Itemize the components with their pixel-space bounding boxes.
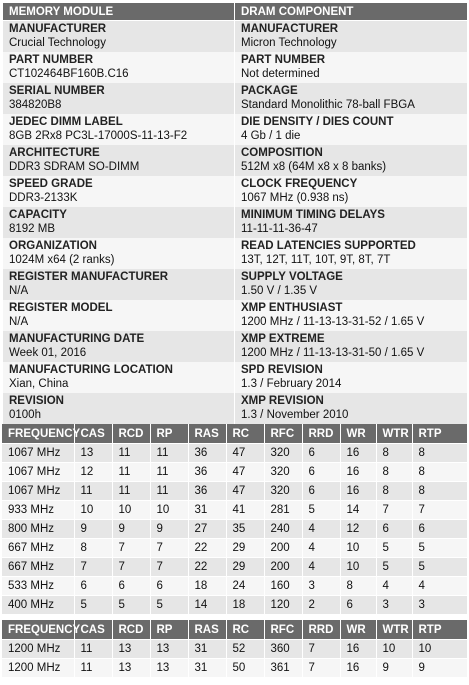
timing-cell-cas: 10	[74, 501, 112, 520]
right-field-value: 1.3 / November 2010	[241, 409, 349, 421]
info-row	[3, 269, 468, 300]
timing-cell-rc: 29	[226, 558, 264, 577]
timing-cell-cas: 11	[74, 659, 112, 678]
timing-cell-rcd: 13	[112, 659, 150, 678]
left-field-value: CT102464BF160B.C16	[9, 68, 129, 80]
timing-cell-rfc: 360	[264, 640, 302, 659]
timing-cell-ras: 36	[188, 482, 226, 501]
timing-cell-wr: 6	[340, 596, 376, 615]
info-row	[3, 21, 468, 53]
left-field-value: 8192 MB	[9, 223, 56, 235]
timing-cell-wtr: 8	[376, 463, 412, 482]
timing-cell-ras: 31	[188, 501, 226, 520]
left-info-cell	[3, 21, 235, 53]
timing-cell-rtp: 7	[412, 501, 467, 520]
timing-cell-cas: 11	[74, 482, 112, 501]
timing-cell-frequency: 1067 MHz	[2, 463, 74, 482]
right-field-value: 4 Gb / 1 die	[241, 130, 301, 142]
timing-cell-rfc: 200	[264, 539, 302, 558]
timing-cell-cas: 8	[74, 539, 112, 558]
left-field-label: MANUFACTURING DATE	[9, 333, 145, 345]
column-header-rfc: RFC	[264, 424, 302, 444]
timing-row	[2, 596, 467, 615]
timing-cell-rrd: 4	[302, 558, 340, 577]
timing-row	[2, 577, 467, 596]
timing-cell-frequency: 1200 MHz	[2, 640, 74, 659]
timing-cell-wtr: 4	[376, 577, 412, 596]
timing-cell-rfc: 120	[264, 596, 302, 615]
timing-cell-cas: 7	[74, 558, 112, 577]
timing-cell-rc: 18	[226, 596, 264, 615]
timing-cell-rp: 11	[150, 463, 188, 482]
memory-module-header: MEMORY MODULE	[3, 3, 235, 21]
timing-cell-rrd: 5	[302, 501, 340, 520]
column-header-rp: RP	[150, 424, 188, 444]
timing-row	[2, 539, 467, 558]
column-header-wtr: WTR	[376, 620, 412, 640]
left-field-label: SERIAL NUMBER	[9, 85, 105, 97]
timing-cell-rrd: 4	[302, 539, 340, 558]
timing-cell-ras: 31	[188, 640, 226, 659]
timing-cell-rrd: 6	[302, 463, 340, 482]
timing-cell-frequency: 933 MHz	[2, 501, 74, 520]
left-field-value: Week 01, 2016	[9, 347, 87, 359]
timing-cell-wr: 16	[340, 659, 376, 678]
left-field-value: N/A	[9, 285, 29, 297]
timing-cell-rtp: 3	[412, 596, 467, 615]
timing-cell-rc: 50	[226, 659, 264, 678]
timing-row	[2, 520, 467, 539]
right-field-label: XMP REVISION	[241, 395, 324, 407]
left-field-label: CAPACITY	[9, 209, 67, 221]
timing-cell-rcd: 7	[112, 558, 150, 577]
left-field-label: REVISION	[9, 395, 64, 407]
right-info-cell	[235, 300, 468, 331]
timing-cell-wr: 8	[340, 577, 376, 596]
left-info-cell	[3, 238, 235, 269]
timing-cell-rcd: 6	[112, 577, 150, 596]
right-field-value: 1.50 V / 1.35 V	[241, 285, 318, 297]
timing-cell-rrd: 7	[302, 640, 340, 659]
timing-cell-rcd: 5	[112, 596, 150, 615]
timing-cell-rc: 29	[226, 539, 264, 558]
timing-cell-rc: 35	[226, 520, 264, 539]
timing-cell-rfc: 320	[264, 444, 302, 463]
right-field-value: Standard Monolithic 78-ball FBGA	[241, 99, 415, 111]
timing-cell-rrd: 6	[302, 444, 340, 463]
xmp-body	[2, 640, 467, 678]
jedec-timing-table	[2, 424, 467, 614]
timing-cell-rp: 7	[150, 539, 188, 558]
right-info-cell	[235, 207, 468, 238]
right-field-value: 1067 MHz (0.938 ns)	[241, 192, 349, 204]
column-header-rtp: RTP	[412, 424, 467, 444]
left-field-value: 8GB 2Rx8 PC3L-17000S-11-13-F2	[9, 130, 188, 142]
timing-cell-rp: 11	[150, 482, 188, 501]
left-info-cell	[3, 393, 235, 424]
column-header-ras: RAS	[188, 620, 226, 640]
timing-cell-ras: 18	[188, 577, 226, 596]
info-row	[3, 207, 468, 238]
right-field-label: PART NUMBER	[241, 54, 326, 66]
timing-cell-wtr: 5	[376, 558, 412, 577]
timing-cell-rrd: 3	[302, 577, 340, 596]
right-info-cell	[235, 21, 468, 53]
timing-cell-rc: 24	[226, 577, 264, 596]
left-info-cell	[3, 52, 235, 83]
timing-cell-rtp: 9	[412, 659, 467, 678]
timing-cell-rcd: 11	[112, 463, 150, 482]
right-info-cell	[235, 145, 468, 176]
timing-cell-ras: 31	[188, 659, 226, 678]
timing-row	[2, 640, 467, 659]
info-row	[3, 238, 468, 269]
timing-cell-wr: 16	[340, 463, 376, 482]
right-info-cell	[235, 52, 468, 83]
timing-cell-frequency: 667 MHz	[2, 539, 74, 558]
info-row	[3, 83, 468, 114]
timing-cell-ras: 22	[188, 539, 226, 558]
timing-row	[2, 482, 467, 501]
right-field-value: 11-11-11-36-47	[241, 223, 318, 235]
timing-cell-rtp: 5	[412, 539, 467, 558]
right-field-value: 512M x8 (64M x8 x 8 banks)	[241, 161, 387, 173]
timing-cell-rcd: 13	[112, 640, 150, 659]
column-header-rp: RP	[150, 620, 188, 640]
right-field-label: XMP EXTREME	[241, 333, 325, 345]
timing-cell-wtr: 5	[376, 539, 412, 558]
right-info-cell	[235, 269, 468, 300]
column-header-rtp: RTP	[412, 620, 467, 640]
timing-cell-rrd: 2	[302, 596, 340, 615]
left-info-cell	[3, 176, 235, 207]
timing-cell-rp: 5	[150, 596, 188, 615]
info-row	[3, 300, 468, 331]
timing-cell-rtp: 8	[412, 444, 467, 463]
column-header-rcd: RCD	[112, 424, 150, 444]
xmp-timing-table	[2, 620, 467, 677]
timing-cell-rp: 7	[150, 558, 188, 577]
right-field-label: DIE DENSITY / DIES COUNT	[241, 116, 394, 128]
info-row	[3, 52, 468, 83]
left-field-label: ARCHITECTURE	[9, 147, 100, 159]
timing-cell-rrd: 6	[302, 482, 340, 501]
timing-cell-rc: 47	[226, 463, 264, 482]
column-header-ras: RAS	[188, 424, 226, 444]
timing-cell-rc: 52	[226, 640, 264, 659]
timing-cell-rfc: 240	[264, 520, 302, 539]
right-field-value: 1200 MHz / 11-13-13-31-50 / 1.65 V	[241, 347, 425, 359]
timing-cell-frequency: 1200 MHz	[2, 659, 74, 678]
timing-row	[2, 659, 467, 678]
timing-cell-rfc: 200	[264, 558, 302, 577]
timing-cell-rcd: 11	[112, 444, 150, 463]
timing-cell-wtr: 9	[376, 659, 412, 678]
timing-cell-frequency: 800 MHz	[2, 520, 74, 539]
column-header-wtr: WTR	[376, 424, 412, 444]
column-header-rfc: RFC	[264, 620, 302, 640]
right-info-cell	[235, 238, 468, 269]
info-row	[3, 114, 468, 145]
timing-cell-rp: 6	[150, 577, 188, 596]
left-info-cell	[3, 145, 235, 176]
timing-row	[2, 558, 467, 577]
column-header-wr: WR	[340, 620, 376, 640]
left-info-cell	[3, 114, 235, 145]
right-info-cell	[235, 331, 468, 362]
column-header-frequency: FREQUENCY	[2, 620, 74, 640]
right-info-cell	[235, 176, 468, 207]
right-field-value: 1.3 / February 2014	[241, 378, 342, 390]
left-field-label: PART NUMBER	[9, 54, 94, 66]
timing-cell-rfc: 160	[264, 577, 302, 596]
timing-cell-rc: 47	[226, 444, 264, 463]
timing-cell-rtp: 10	[412, 640, 467, 659]
timing-cell-wr: 16	[340, 640, 376, 659]
column-header-rrd: RRD	[302, 620, 340, 640]
timing-row	[2, 444, 467, 463]
timing-cell-ras: 36	[188, 463, 226, 482]
right-field-label: XMP ENTHUSIAST	[241, 302, 343, 314]
left-info-cell	[3, 362, 235, 393]
timing-cell-wtr: 10	[376, 640, 412, 659]
timing-cell-rfc: 281	[264, 501, 302, 520]
timing-cell-wr: 10	[340, 558, 376, 577]
timing-cell-rtp: 5	[412, 558, 467, 577]
timing-cell-rp: 13	[150, 640, 188, 659]
timing-cell-cas: 12	[74, 463, 112, 482]
timing-cell-rfc: 320	[264, 482, 302, 501]
timing-cell-ras: 22	[188, 558, 226, 577]
left-field-label: REGISTER MANUFACTURER	[9, 271, 169, 283]
timing-cell-wr: 12	[340, 520, 376, 539]
right-field-label: MINIMUM TIMING DELAYS	[241, 209, 385, 221]
timing-cell-rc: 41	[226, 501, 264, 520]
right-field-label: READ LATENCIES SUPPORTED	[241, 240, 416, 252]
right-field-value: 13T, 12T, 11T, 10T, 9T, 8T, 7T	[241, 254, 391, 266]
right-field-label: SUPPLY VOLTAGE	[241, 271, 343, 283]
left-field-value: DDR3 SDRAM SO-DIMM	[9, 161, 140, 173]
timing-cell-frequency: 1067 MHz	[2, 444, 74, 463]
left-field-value: N/A	[9, 316, 29, 328]
timing-cell-frequency: 533 MHz	[2, 577, 74, 596]
timing-cell-rrd: 7	[302, 659, 340, 678]
left-field-value: 1024M x64 (2 ranks)	[9, 254, 115, 266]
xmp-header-row	[2, 620, 467, 640]
timing-cell-cas: 11	[74, 640, 112, 659]
timing-cell-wtr: 8	[376, 482, 412, 501]
left-info-cell	[3, 269, 235, 300]
timing-cell-ras: 36	[188, 444, 226, 463]
left-field-label: JEDEC DIMM LABEL	[9, 116, 123, 128]
column-header-frequency: FREQUENCY	[2, 424, 74, 444]
timing-cell-rtp: 4	[412, 577, 467, 596]
timing-cell-rfc: 320	[264, 463, 302, 482]
timing-cell-wr: 10	[340, 539, 376, 558]
column-header-rrd: RRD	[302, 424, 340, 444]
jedec-body	[2, 444, 467, 615]
left-field-value: 384820B8	[9, 99, 62, 111]
left-info-cell	[3, 83, 235, 114]
timing-cell-rcd: 11	[112, 482, 150, 501]
column-header-rc: RC	[226, 620, 264, 640]
timing-cell-wtr: 3	[376, 596, 412, 615]
right-field-value: Not determined	[241, 68, 320, 80]
timing-cell-wtr: 8	[376, 444, 412, 463]
left-info-cell	[3, 331, 235, 362]
right-field-value: 1200 MHz / 11-13-13-31-52 / 1.65 V	[241, 316, 425, 328]
timing-cell-frequency: 1067 MHz	[2, 482, 74, 501]
left-field-value: 0100h	[9, 409, 41, 421]
timing-cell-ras: 27	[188, 520, 226, 539]
column-header-cas: CAS	[74, 424, 112, 444]
timing-cell-rfc: 361	[264, 659, 302, 678]
timing-cell-rtp: 8	[412, 482, 467, 501]
module-info-table	[2, 2, 468, 424]
timing-cell-rp: 9	[150, 520, 188, 539]
timing-cell-rcd: 10	[112, 501, 150, 520]
timing-cell-rp: 10	[150, 501, 188, 520]
right-info-cell	[235, 362, 468, 393]
timing-cell-cas: 5	[74, 596, 112, 615]
left-field-label: MANUFACTURER	[9, 23, 107, 35]
timing-cell-rtp: 8	[412, 463, 467, 482]
right-info-cell	[235, 83, 468, 114]
timing-cell-rrd: 4	[302, 520, 340, 539]
left-field-label: ORGANIZATION	[9, 240, 97, 252]
info-row	[3, 176, 468, 207]
timing-cell-wtr: 6	[376, 520, 412, 539]
left-field-label: REGISTER MODEL	[9, 302, 113, 314]
timing-cell-cas: 9	[74, 520, 112, 539]
spd-report	[2, 2, 467, 677]
right-field-label: COMPOSITION	[241, 147, 323, 159]
jedec-header-row	[2, 424, 467, 444]
right-info-cell	[235, 393, 468, 424]
timing-cell-wtr: 7	[376, 501, 412, 520]
left-field-label: MANUFACTURING LOCATION	[9, 364, 173, 376]
left-field-value: DDR3-2133K	[9, 192, 78, 204]
right-field-label: PACKAGE	[241, 85, 298, 97]
dram-component-header: DRAM COMPONENT	[235, 3, 468, 21]
timing-row	[2, 463, 467, 482]
info-row	[3, 393, 468, 424]
timing-row	[2, 501, 467, 520]
column-header-rc: RC	[226, 424, 264, 444]
right-field-label: CLOCK FREQUENCY	[241, 178, 358, 190]
timing-cell-ras: 14	[188, 596, 226, 615]
timing-cell-cas: 6	[74, 577, 112, 596]
column-header-cas: CAS	[74, 620, 112, 640]
info-body	[3, 21, 468, 425]
info-row	[3, 362, 468, 393]
timing-cell-frequency: 400 MHz	[2, 596, 74, 615]
timing-cell-rp: 11	[150, 444, 188, 463]
left-info-cell	[3, 300, 235, 331]
column-header-rcd: RCD	[112, 620, 150, 640]
timing-cell-rcd: 7	[112, 539, 150, 558]
right-info-cell	[235, 114, 468, 145]
right-field-value: Micron Technology	[241, 37, 337, 49]
timing-cell-cas: 13	[74, 444, 112, 463]
timing-cell-frequency: 667 MHz	[2, 558, 74, 577]
column-header-wr: WR	[340, 424, 376, 444]
timing-cell-wr: 16	[340, 482, 376, 501]
right-field-label: SPD REVISION	[241, 364, 323, 376]
left-field-value: Crucial Technology	[9, 37, 106, 49]
timing-cell-rcd: 9	[112, 520, 150, 539]
info-row	[3, 145, 468, 176]
left-field-value: Xian, China	[9, 378, 69, 390]
right-field-label: MANUFACTURER	[241, 23, 339, 35]
left-field-label: SPEED GRADE	[9, 178, 93, 190]
info-row	[3, 331, 468, 362]
timing-cell-wr: 16	[340, 444, 376, 463]
info-header-row	[3, 3, 468, 21]
timing-cell-rtp: 6	[412, 520, 467, 539]
timing-cell-wr: 14	[340, 501, 376, 520]
left-info-cell	[3, 207, 235, 238]
timing-cell-rp: 13	[150, 659, 188, 678]
timing-cell-rc: 47	[226, 482, 264, 501]
